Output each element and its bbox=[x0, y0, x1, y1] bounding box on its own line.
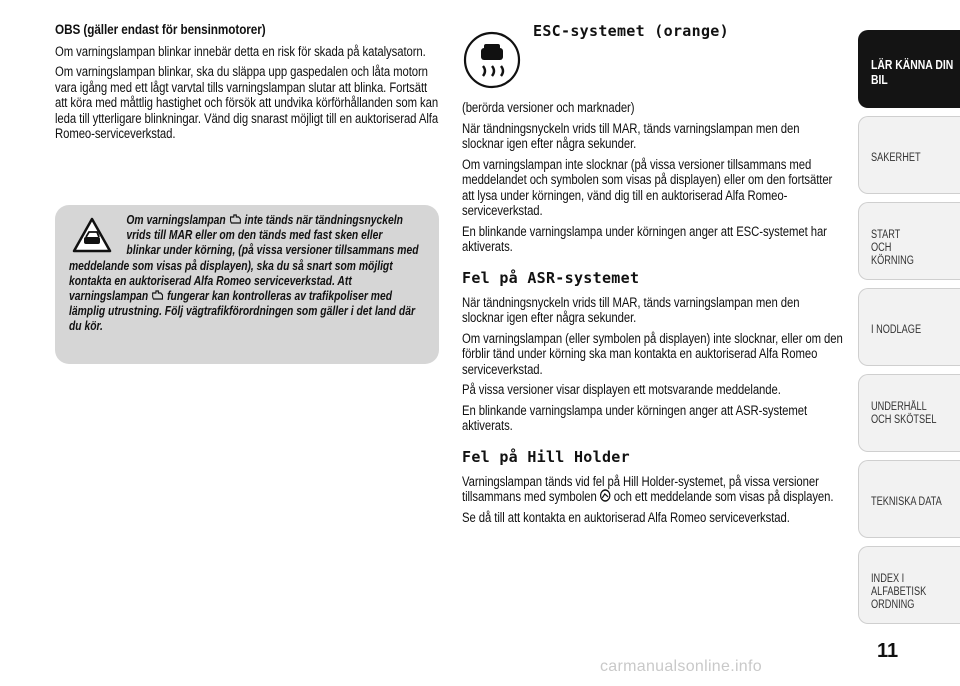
left-column bbox=[55, 22, 440, 147]
asr-paragraph-3: På vissa versioner visar displayen ett motsvarande meddelande. bbox=[462, 382, 781, 397]
tab-label: UNDERHÅLL OCH SKÖTSEL bbox=[871, 401, 937, 426]
hill-paragraph-1b: och ett meddelande som visas på displayen. bbox=[613, 489, 834, 504]
tab-label: TEKNISKA DATA bbox=[871, 496, 942, 508]
tab-label: INDEX I ALFABETISK ORDNING bbox=[871, 573, 927, 611]
warning-rest2: fungerar kan kontrolleras av trafikpoliser med lämplig utrustning. Följ vägtrafikförordningen som gäller i det land där du kör. bbox=[69, 289, 415, 334]
warning-text bbox=[69, 213, 427, 335]
engine-check-icon bbox=[151, 290, 164, 301]
tab-sakerhet[interactable] bbox=[858, 116, 960, 194]
tab-underhall-och-skotsel[interactable] bbox=[858, 374, 960, 452]
watermark: carmanualsonline.info bbox=[600, 658, 762, 675]
esc-paragraph-2: När tändningsnyckeln vrids till MAR, tänds varningslampan men den slocknar igen efter några sekunder. bbox=[462, 120, 800, 151]
engine-check-icon bbox=[229, 214, 242, 225]
tab-lar-kanna-din-bil[interactable] bbox=[858, 30, 960, 108]
page-number: 11 bbox=[877, 640, 899, 662]
warning-box bbox=[55, 205, 439, 364]
esc-heading: ESC-systemet (orange) bbox=[533, 22, 729, 40]
tab-label: SÄKERHET bbox=[871, 152, 921, 164]
warning-line3: blinkar under körning, (på vissa versioner tillsammans med bbox=[126, 243, 419, 258]
asr-heading: Fel på ASR-systemet bbox=[462, 268, 640, 287]
asr-paragraph-1: När tändningsnyckeln vrids till MAR, tänds varningslampan men den slocknar igen efter några sekunder. bbox=[462, 294, 800, 325]
obs-title: OBS (gäller endast för bensinmotorer) bbox=[55, 21, 266, 37]
tab-label: I NÖDLÄGE bbox=[871, 324, 922, 336]
warning-line1a: Om varningslampan bbox=[126, 213, 226, 227]
obs-paragraph-1: Om varningslampan blinkar innebär detta en risk för skada på katalysatorn. bbox=[55, 43, 426, 59]
hill-paragraph-2: Se då till att kontakta en auktoriserad Alfa Romeo serviceverkstad. bbox=[462, 509, 790, 525]
tab-start-och-korning[interactable] bbox=[858, 202, 960, 280]
tab-index-i-alfabetisk-ordning[interactable] bbox=[858, 546, 960, 624]
tab-i-nodlage[interactable] bbox=[858, 288, 960, 366]
chapter-sidebar bbox=[858, 30, 960, 635]
obs-paragraph-2: Om varningslampan blinkar, ska du släppa upp gaspedalen och låta motorn vara igång med ett lågt varvtal tills varningslampan slutar att blinka. Fortsätt att köra med måttlig hastighet och försök att undvika körförhållanden som kan leda till ytterligare blinkningar. Vänd dig snarast möjligt till en auktoriserad Alfa Romeo-serviceverkstad. bbox=[55, 64, 439, 141]
esc-skid-icon bbox=[463, 31, 521, 89]
warning-line1b: inte tänds när tändningsnyckeln bbox=[244, 213, 403, 227]
hill-paragraph-1 bbox=[462, 474, 844, 505]
tab-label: LÄR KÄNNA DIN BIL bbox=[871, 57, 954, 87]
right-column bbox=[462, 100, 844, 530]
tab-label: START OCH KÖRNING bbox=[871, 229, 914, 267]
esc-paragraph-4: En blinkande varningslampa under körningen anger att ESC-systemet har aktiverats. bbox=[462, 223, 827, 254]
hill-paragraph-1a: Varningslampan tänds vid fel på Hill Holder-systemet, på vissa versioner tillsammans med symbolen bbox=[462, 473, 819, 504]
esc-paragraph-1: (berörda versioner och marknader) bbox=[462, 100, 635, 115]
asr-paragraph-2: Om varningslampan (eller symbolen på displayen) inte slocknar, eller om den förblir tänd under körning ska man kontakta en auktoriserad Alfa Romeo serviceverkstad. bbox=[462, 330, 843, 377]
hill-heading: Fel på Hill Holder bbox=[462, 447, 630, 466]
warning-rest1: meddelande som visas på displayen), ska du så snart som möjligt kontakta en auktoriserad Alfa Romeo serviceverkstad. Att varningslampan bbox=[69, 258, 393, 304]
warning-line2: vrids till MAR eller om den tänds med fast sken eller bbox=[126, 228, 383, 243]
asr-paragraph-4: En blinkande varningslampa under körningen anger att ASR-systemet aktiverats. bbox=[462, 402, 808, 433]
esc-paragraph-3: Om varningslampan inte slocknar (på vissa versioner tillsammans med meddelandet och symbolen som visas på displayen) eller om den fortsätter att lysa under körningen, vänd dig till en auktoriserad Alfa Romeo-serviceverkstad. bbox=[462, 156, 833, 218]
hill-holder-icon bbox=[600, 489, 611, 502]
tab-tekniska-data[interactable] bbox=[858, 460, 960, 538]
